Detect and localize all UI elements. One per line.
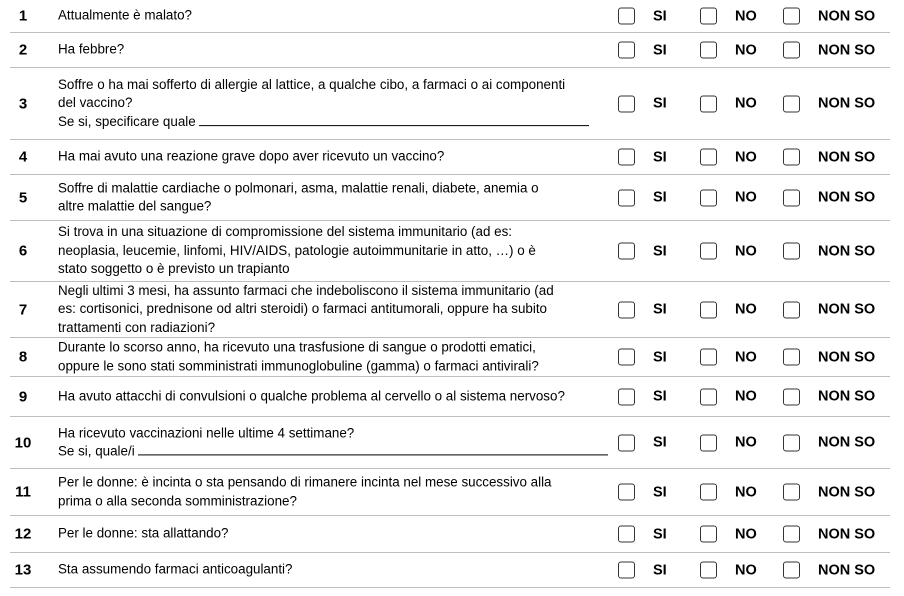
option-label-si: SI — [653, 243, 667, 259]
question-text — [58, 148, 618, 167]
option-label-no: NO — [735, 388, 757, 405]
checkbox-non-so[interactable] — [783, 484, 800, 501]
checkbox-si[interactable] — [618, 562, 635, 579]
checkbox-no[interactable] — [700, 562, 717, 579]
option-no[interactable] — [700, 484, 757, 501]
question-number: 8 — [18, 348, 28, 366]
checkbox-si[interactable] — [618, 95, 635, 112]
option-no[interactable] — [700, 562, 757, 579]
question-row-4 — [10, 140, 890, 175]
question-line: oppure le sono stati somministrati immunoglobuline (gamma) o farmaci antivirali? — [58, 358, 539, 373]
question-row-2 — [10, 33, 890, 68]
option-label-si: SI — [653, 149, 667, 165]
question-number: 12 — [14, 525, 32, 543]
checkbox-si[interactable] — [618, 484, 635, 501]
question-line: del vaccino? — [58, 95, 133, 111]
question-text — [58, 282, 618, 338]
option-non-so[interactable] — [783, 301, 875, 318]
option-no[interactable] — [700, 149, 757, 166]
question-row-7 — [10, 282, 890, 338]
question-line-with-blank — [58, 443, 618, 462]
option-si[interactable] — [618, 434, 667, 451]
question-row-8 — [10, 338, 890, 377]
option-label-si: SI — [653, 526, 667, 542]
option-si[interactable] — [618, 8, 667, 25]
question-number: 4 — [18, 148, 28, 166]
checkbox-no[interactable] — [700, 434, 717, 451]
checkbox-no[interactable] — [700, 484, 717, 501]
option-label-no: NO — [735, 189, 757, 206]
option-label-no: NO — [735, 526, 757, 542]
option-non-so[interactable] — [783, 562, 875, 579]
question-row-5 — [10, 175, 890, 221]
option-label-non-so: NON SO — [818, 562, 876, 578]
option-label-no: NO — [735, 42, 757, 58]
option-label-no: NO — [735, 95, 757, 112]
question-line: es: cortisonici, prednisone od altri steroidi) o farmaci antitumorali, oppure ha subito — [58, 301, 548, 317]
option-si[interactable] — [618, 42, 667, 59]
checkbox-non-so[interactable] — [783, 189, 800, 206]
option-si[interactable] — [618, 189, 667, 206]
question-text — [58, 338, 618, 375]
option-non-so[interactable] — [783, 8, 875, 25]
checkbox-si[interactable] — [618, 388, 635, 405]
question-text — [58, 76, 618, 132]
question-line: neoplasia, leucemie, linfomi, HIV/AIDS, patologie autoimmunitarie in atto, …) o è — [58, 242, 536, 258]
question-line: Sta assumendo farmaci anticoagulanti? — [58, 561, 293, 577]
question-line: stato soggetto o è previsto un trapianto — [58, 261, 290, 277]
question-line: trattamenti con radiazioni? — [58, 319, 216, 335]
option-no[interactable] — [700, 388, 757, 405]
checkbox-non-so[interactable] — [783, 562, 800, 579]
question-line: Se si, specificare quale — [58, 113, 196, 129]
checkbox-si[interactable] — [618, 149, 635, 166]
option-label-non-so: NON SO — [818, 95, 876, 112]
option-label-si: SI — [653, 189, 667, 206]
option-no[interactable] — [700, 301, 757, 318]
option-non-so[interactable] — [783, 388, 875, 405]
question-number: 1 — [18, 7, 28, 25]
question-text — [58, 179, 618, 216]
question-text — [58, 473, 618, 510]
option-label-no: NO — [735, 562, 757, 578]
checkbox-no[interactable] — [700, 42, 717, 59]
option-si[interactable] — [618, 95, 667, 112]
option-label-non-so: NON SO — [818, 8, 876, 24]
checkbox-non-so[interactable] — [783, 8, 800, 25]
checkbox-non-so[interactable] — [783, 95, 800, 112]
option-non-so[interactable] — [783, 189, 875, 206]
checkbox-non-so[interactable] — [783, 301, 800, 318]
question-text — [58, 223, 618, 279]
option-si[interactable] — [618, 149, 667, 166]
question-row-13 — [10, 553, 890, 588]
question-text — [58, 525, 618, 544]
answer-blank[interactable] — [138, 443, 608, 456]
checkbox-no[interactable] — [700, 301, 717, 318]
checkbox-non-so[interactable] — [783, 349, 800, 366]
question-line: Se si, quale/i — [58, 443, 135, 459]
option-no[interactable] — [700, 349, 757, 366]
question-row-6 — [10, 221, 890, 282]
question-line: Ha avuto attacchi di convulsioni o qualche problema al cervello o al sistema nervoso? — [58, 388, 565, 404]
option-no[interactable] — [700, 189, 757, 206]
question-number: 3 — [18, 95, 28, 112]
question-text — [58, 387, 618, 406]
option-si[interactable] — [618, 562, 667, 579]
checkbox-si[interactable] — [618, 243, 635, 260]
option-si[interactable] — [618, 526, 667, 543]
option-label-si: SI — [653, 562, 667, 578]
option-label-non-so: NON SO — [818, 349, 876, 365]
option-no[interactable] — [700, 526, 757, 543]
checkbox-no[interactable] — [700, 243, 717, 260]
option-label-non-so: NON SO — [818, 189, 876, 206]
option-si[interactable] — [618, 301, 667, 318]
option-si[interactable] — [618, 388, 667, 405]
question-line-with-blank — [58, 113, 618, 132]
option-non-so[interactable] — [783, 42, 875, 59]
option-label-non-so: NON SO — [818, 434, 876, 451]
option-label-non-so: NON SO — [818, 42, 876, 58]
option-non-so[interactable] — [783, 526, 875, 543]
question-number: 6 — [18, 242, 28, 260]
option-label-no: NO — [735, 301, 757, 318]
option-no[interactable] — [700, 42, 757, 59]
question-row-11 — [10, 469, 890, 516]
option-label-non-so: NON SO — [818, 243, 876, 259]
checkbox-no[interactable] — [700, 349, 717, 366]
checkbox-no[interactable] — [700, 388, 717, 405]
option-label-no: NO — [735, 484, 757, 500]
option-non-so[interactable] — [783, 243, 875, 260]
checkbox-no[interactable] — [700, 526, 717, 543]
question-text — [58, 41, 618, 60]
question-line: Ha febbre? — [58, 41, 125, 57]
question-number: 9 — [18, 388, 28, 405]
option-label-non-so: NON SO — [818, 526, 876, 542]
question-line: Attualmente è malato? — [58, 7, 192, 23]
checkbox-si[interactable] — [618, 189, 635, 206]
checkbox-non-so[interactable] — [783, 243, 800, 260]
option-non-so[interactable] — [783, 434, 875, 451]
option-non-so[interactable] — [783, 95, 875, 112]
question-text — [58, 561, 618, 580]
option-label-si: SI — [653, 349, 667, 365]
question-number: 7 — [18, 301, 28, 318]
question-number: 5 — [18, 189, 28, 206]
option-label-non-so: NON SO — [818, 149, 876, 165]
option-label-si: SI — [653, 42, 667, 58]
option-si[interactable] — [618, 484, 667, 501]
option-non-so[interactable] — [783, 149, 875, 166]
checkbox-si[interactable] — [618, 42, 635, 59]
question-number: 11 — [15, 483, 31, 501]
question-text — [58, 7, 618, 26]
checkbox-non-so[interactable] — [783, 434, 800, 451]
checkbox-si[interactable] — [618, 434, 635, 451]
checkbox-no[interactable] — [700, 149, 717, 166]
question-line: Negli ultimi 3 mesi, ha assunto farmaci che indeboliscono il sistema immunitario (ad — [58, 282, 554, 298]
question-line: altre malattie del sangue? — [58, 198, 212, 214]
question-row-10 — [10, 417, 890, 469]
option-non-so[interactable] — [783, 349, 875, 366]
option-no[interactable] — [700, 434, 757, 451]
option-label-non-so: NON SO — [818, 301, 876, 318]
option-label-no: NO — [735, 243, 757, 259]
checkbox-si[interactable] — [618, 526, 635, 543]
question-number: 2 — [18, 41, 28, 59]
checkbox-non-so[interactable] — [783, 42, 800, 59]
question-line: Si trova in una situazione di compromissione del sistema immunitario (ad es: — [58, 224, 512, 240]
question-number: 13 — [14, 561, 32, 579]
checkbox-no[interactable] — [700, 95, 717, 112]
checkbox-si[interactable] — [618, 349, 635, 366]
question-line: Per le donne: sta allattando? — [58, 525, 229, 541]
question-row-3 — [10, 68, 890, 140]
question-row-1 — [10, 0, 890, 33]
option-label-no: NO — [735, 434, 757, 451]
question-text — [58, 424, 618, 461]
option-label-si: SI — [653, 301, 667, 318]
question-line: prima o alla seconda somministrazione? — [58, 493, 297, 508]
question-line: Per le donne: è incinta o sta pensando di rimanere incinta nel mese successivo alla — [58, 474, 552, 490]
checkbox-si[interactable] — [618, 8, 635, 25]
option-si[interactable] — [618, 349, 667, 366]
answer-blank[interactable] — [199, 113, 589, 126]
option-si[interactable] — [618, 243, 667, 260]
checkbox-no[interactable] — [700, 8, 717, 25]
option-no[interactable] — [700, 243, 757, 260]
option-label-non-so: NON SO — [818, 388, 876, 405]
option-label-no: NO — [735, 349, 757, 365]
option-label-si: SI — [653, 8, 667, 24]
question-line: Ha mai avuto una reazione grave dopo aver ricevuto un vaccino? — [58, 148, 445, 164]
option-label-si: SI — [653, 388, 667, 405]
checkbox-non-so[interactable] — [783, 388, 800, 405]
checkbox-si[interactable] — [618, 301, 635, 318]
option-non-so[interactable] — [783, 484, 875, 501]
question-row-12 — [10, 516, 890, 553]
question-line: Soffre o ha mai sofferto di allergie al lattice, a qualche cibo, a farmaci o ai componenti — [58, 76, 566, 92]
option-label-no: NO — [735, 149, 757, 165]
question-line: Ha ricevuto vaccinazioni nelle ultime 4 settimane? — [58, 424, 355, 440]
checkbox-non-so[interactable] — [783, 149, 800, 166]
option-label-si: SI — [653, 95, 667, 112]
question-row-9 — [10, 377, 890, 417]
option-no[interactable] — [700, 8, 757, 25]
question-number: 10 — [14, 434, 32, 451]
option-label-non-so: NON SO — [818, 484, 876, 500]
checkbox-no[interactable] — [700, 189, 717, 206]
option-label-si: SI — [653, 434, 667, 451]
option-label-no: NO — [735, 8, 757, 24]
checkbox-non-so[interactable] — [783, 526, 800, 543]
option-no[interactable] — [700, 95, 757, 112]
question-line: Soffre di malattie cardiache o polmonari, asma, malattie renali, diabete, anemia o — [58, 179, 539, 195]
option-label-si: SI — [653, 484, 667, 500]
question-line: Durante lo scorso anno, ha ricevuto una trasfusione di sangue o prodotti ematici, — [58, 339, 536, 355]
